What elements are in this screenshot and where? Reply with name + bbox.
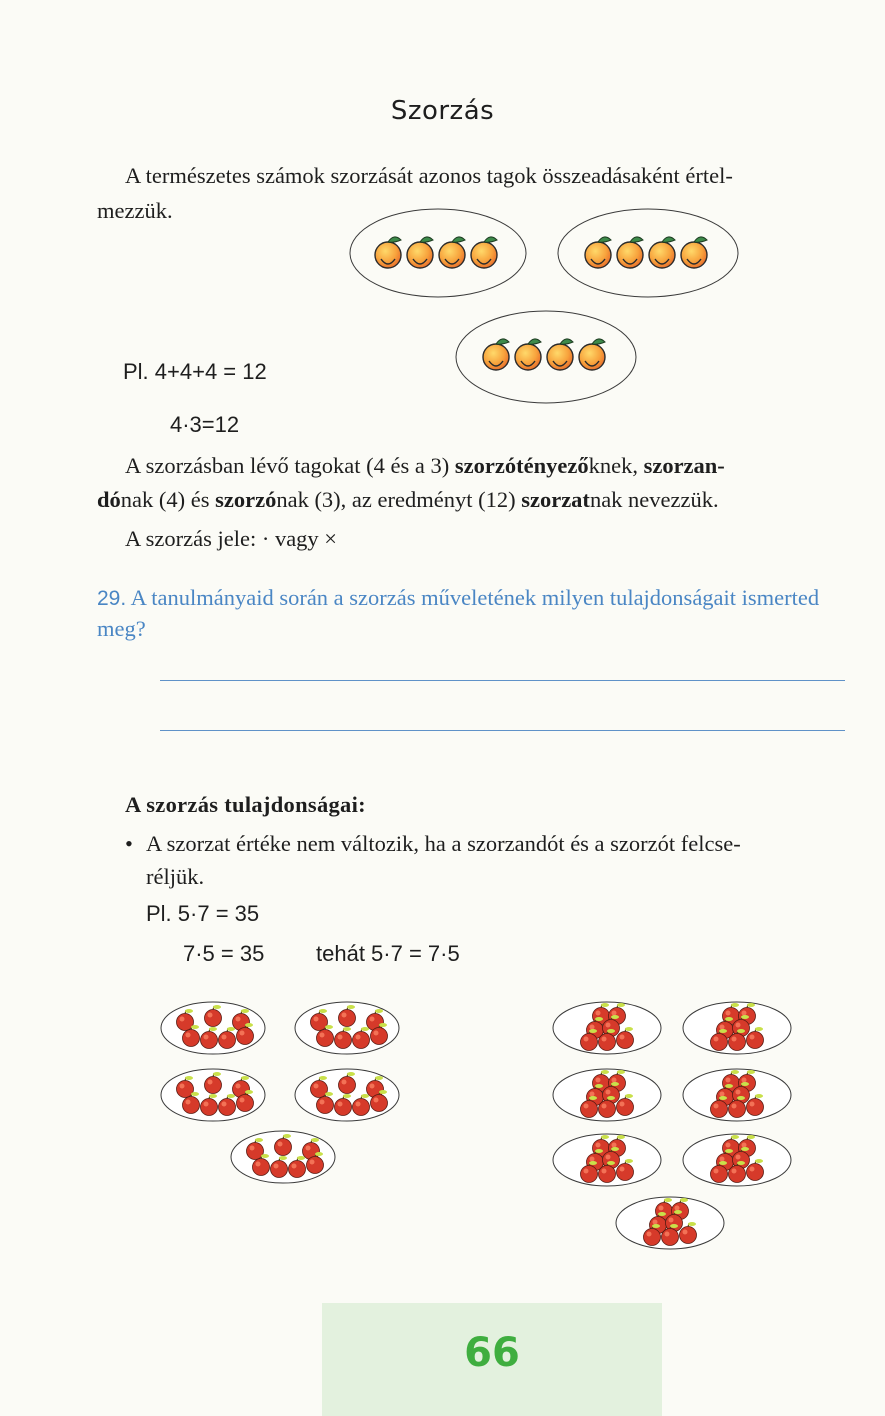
term-multiplicand-end: dó (97, 487, 121, 512)
properties-heading: A szorzás tulajdonságai: (125, 792, 366, 817)
apple-groups-illustration (150, 995, 810, 1255)
term-product: szorzat (521, 487, 590, 512)
properties-line-1: A szorzat értéke nem változik, ha a szorzandót és a szorzót felcse- (146, 831, 741, 856)
exercise-number: 29. (97, 587, 127, 610)
terms-text: A szorzásban lévő tagokat (4 és a 3) (125, 453, 455, 478)
terms-line-1 (125, 448, 725, 483)
properties-line-2: réljük. (146, 864, 205, 889)
page-number: 66 (464, 1330, 520, 1376)
terms-text: nak (4) és (120, 487, 216, 512)
intro-line-2: mezzük. (97, 198, 173, 223)
term-factor: szorzótényező (454, 453, 589, 478)
exercise-line-2: meg? (97, 616, 146, 641)
terms-text: nak nevezzük. (589, 487, 719, 512)
properties-example-1: Pl. 5·7 = 35 (146, 901, 260, 926)
exercise-line-1 (97, 580, 819, 616)
sign-line (125, 521, 337, 556)
page-title: Szorzás (390, 96, 495, 126)
terms-text: nak (3), az eredményt (12) (276, 487, 522, 512)
sign-label: A szorzás jele: (125, 526, 257, 551)
answer-line-1[interactable] (160, 680, 845, 681)
term-multiplier: szorzó (215, 487, 277, 512)
terms-text: knek, (588, 453, 644, 478)
exercise-text: A tanulmányaid során a szorzás műveletének milyen tulajdonságait ismerted (130, 585, 820, 610)
term-multiplicand-start: szorzan- (643, 453, 725, 478)
properties-example-3: tehát 5·7 = 7·5 (316, 941, 460, 966)
properties-example-2: 7·5 = 35 (183, 941, 265, 966)
terms-line-2 (97, 482, 719, 517)
properties-bullet: • (125, 831, 133, 856)
answer-line-2[interactable] (160, 730, 845, 731)
orange-groups-illustration (340, 205, 750, 415)
intro-line-1: A természetes számok szorzását azonos tagok összeadásaként értel- (125, 163, 733, 188)
example-product: 4·3=12 (170, 412, 240, 437)
example-sum: Pl. 4+4+4 = 12 (123, 359, 267, 384)
sign-symbols: · vagy × (261, 526, 337, 551)
